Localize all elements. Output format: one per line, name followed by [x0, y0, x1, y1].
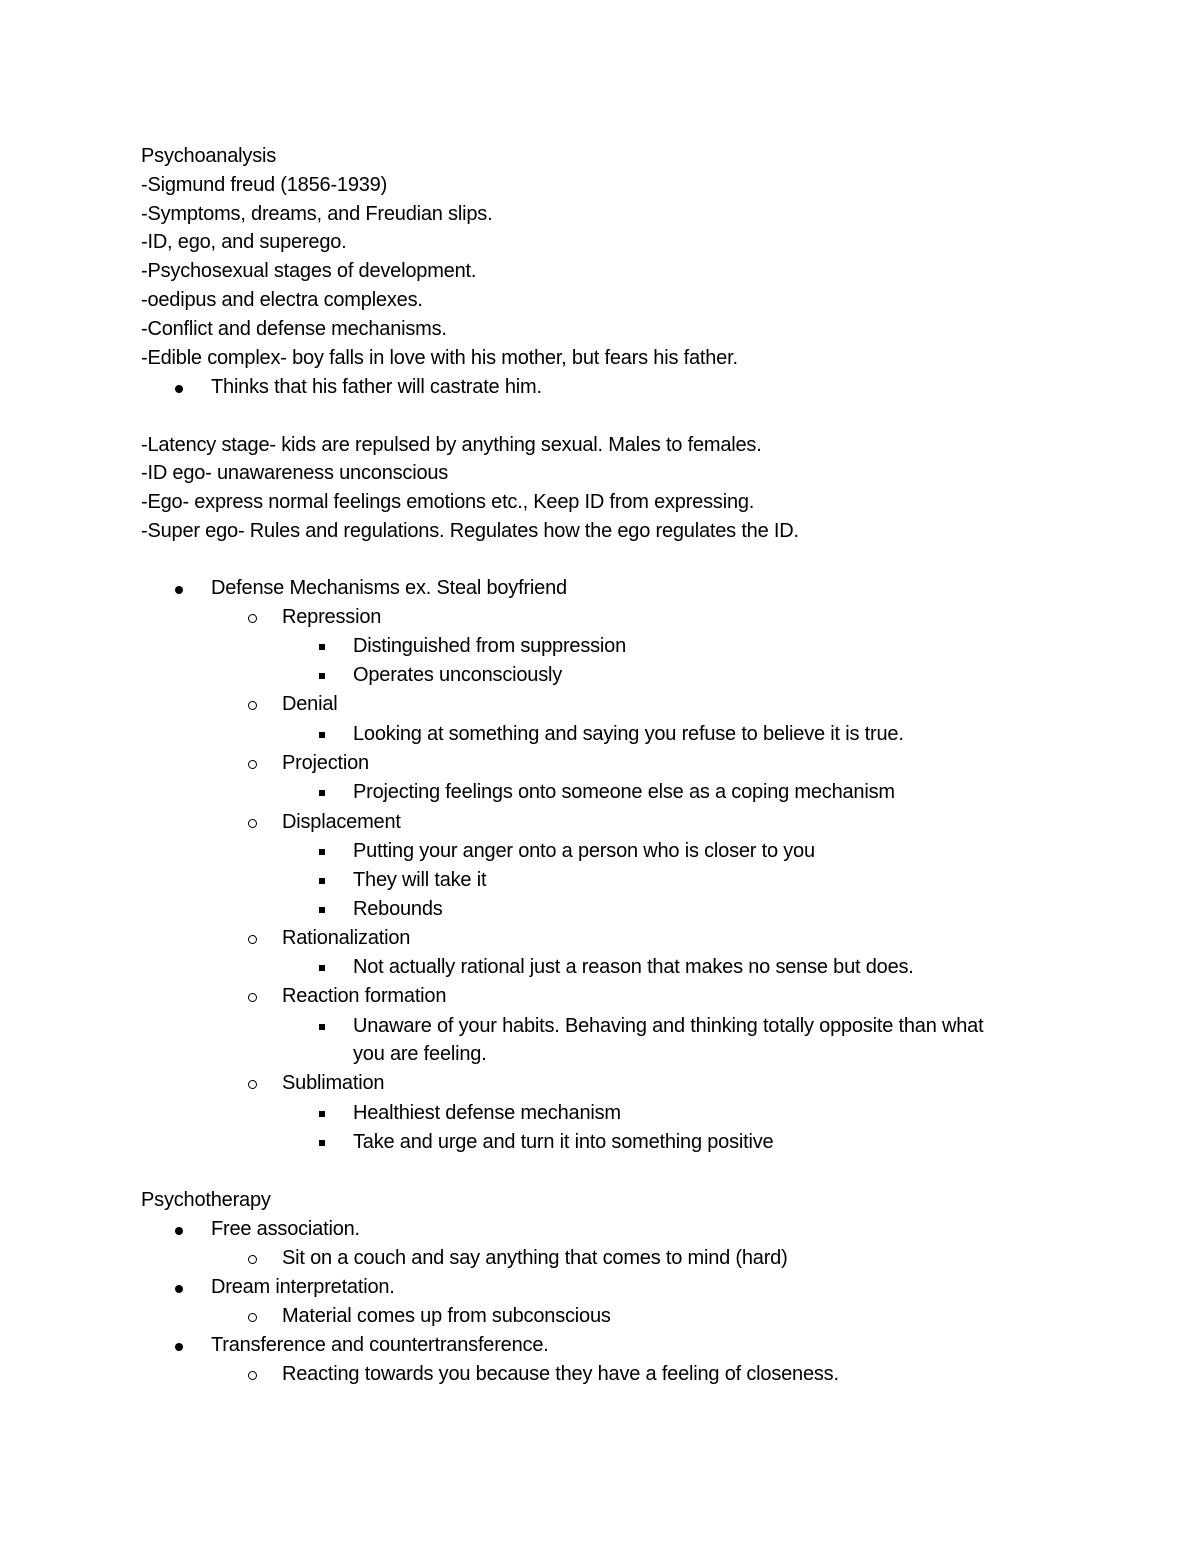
- mechanism-name: Denial: [282, 693, 338, 715]
- therapy-item: Transference and countertransference.: [211, 1334, 549, 1356]
- therapy-detail: Sit on a couch and say anything that comes to mind (hard): [282, 1247, 788, 1269]
- note-line: -Symptoms, dreams, and Freudian slips.: [141, 203, 493, 225]
- note-line: -Psychosexual stages of development.: [141, 260, 477, 282]
- mechanism-detail: Not actually rational just a reason that makes no sense but does.: [353, 956, 914, 978]
- note-line: -Edible complex- boy falls in love with his mother, but fears his father.: [141, 347, 738, 369]
- bullet-item: Thinks that his father will castrate him.: [211, 376, 542, 398]
- therapy-detail: Reacting towards you because they have a feeling of closeness.: [282, 1363, 839, 1385]
- therapy-item: Free association.: [211, 1218, 360, 1240]
- bullet-circle-icon: [248, 1313, 257, 1322]
- bullet-dot-icon: [175, 1285, 183, 1293]
- bullet-dot-icon: [175, 385, 183, 393]
- note-line: -Sigmund freud (1856-1939): [141, 174, 388, 196]
- mechanism-detail: Unaware of your habits. Behaving and thinking totally opposite than what: [353, 1015, 984, 1037]
- section-heading-psychoanalysis: Psychoanalysis: [141, 145, 277, 167]
- therapy-item: Dream interpretation.: [211, 1276, 395, 1298]
- bullet-square-icon: [319, 907, 325, 913]
- bullet-circle-icon: [248, 1255, 257, 1264]
- bullet-dot-icon: [175, 1343, 183, 1351]
- note-line: -ID ego- unawareness unconscious: [141, 462, 449, 484]
- note-line: -Conflict and defense mechanisms.: [141, 318, 447, 340]
- bullet-dot-icon: [175, 1227, 183, 1235]
- mechanism-detail: Operates unconsciously: [353, 664, 563, 686]
- mechanism-name: Projection: [282, 752, 369, 774]
- mechanism-name: Repression: [282, 606, 382, 628]
- bullet-square-icon: [319, 965, 325, 971]
- mechanism-detail: Putting your anger onto a person who is closer to you: [353, 840, 815, 862]
- note-line: -ID, ego, and superego.: [141, 231, 347, 253]
- bullet-square-icon: [319, 1024, 325, 1030]
- bullet-circle-icon: [248, 760, 257, 769]
- defense-heading: Defense Mechanisms ex. Steal boyfriend: [211, 577, 567, 599]
- mechanism-detail: Rebounds: [353, 898, 443, 920]
- mechanism-detail: Looking at something and saying you refuse to believe it is true.: [353, 723, 904, 745]
- bullet-circle-icon: [248, 935, 257, 944]
- bullet-square-icon: [319, 732, 325, 738]
- mechanism-detail: Distinguished from suppression: [353, 635, 627, 657]
- bullet-circle-icon: [248, 1371, 257, 1380]
- mechanism-detail: Projecting feelings onto someone else as a coping mechanism: [353, 781, 895, 803]
- note-line: -Ego- express normal feelings emotions etc., Keep ID from expressing.: [141, 491, 755, 513]
- mechanism-detail: Healthiest defense mechanism: [353, 1102, 621, 1124]
- bullet-square-icon: [319, 878, 325, 884]
- mechanism-name: Reaction formation: [282, 985, 447, 1007]
- mechanism-detail-continued: you are feeling.: [353, 1043, 487, 1065]
- mechanism-name: Displacement: [282, 811, 401, 833]
- bullet-square-icon: [319, 849, 325, 855]
- bullet-square-icon: [319, 1111, 325, 1117]
- bullet-circle-icon: [248, 993, 257, 1002]
- note-line: -Super ego- Rules and regulations. Regulates how the ego regulates the ID.: [141, 520, 799, 542]
- bullet-circle-icon: [248, 701, 257, 710]
- bullet-dot-icon: [175, 586, 183, 594]
- bullet-square-icon: [319, 673, 325, 679]
- note-line: -oedipus and electra complexes.: [141, 289, 423, 311]
- bullet-square-icon: [319, 1140, 325, 1146]
- mechanism-name: Rationalization: [282, 927, 411, 949]
- section-heading-psychotherapy: Psychotherapy: [141, 1189, 271, 1211]
- therapy-detail: Material comes up from subconscious: [282, 1305, 611, 1327]
- bullet-square-icon: [319, 790, 325, 796]
- bullet-circle-icon: [248, 1080, 257, 1089]
- mechanism-detail: Take and urge and turn it into something positive: [353, 1131, 774, 1153]
- mechanism-detail: They will take it: [353, 869, 487, 891]
- bullet-circle-icon: [248, 819, 257, 828]
- bullet-square-icon: [319, 644, 325, 650]
- note-line: -Latency stage- kids are repulsed by anything sexual. Males to females.: [141, 434, 762, 456]
- mechanism-name: Sublimation: [282, 1072, 385, 1094]
- bullet-circle-icon: [248, 614, 257, 623]
